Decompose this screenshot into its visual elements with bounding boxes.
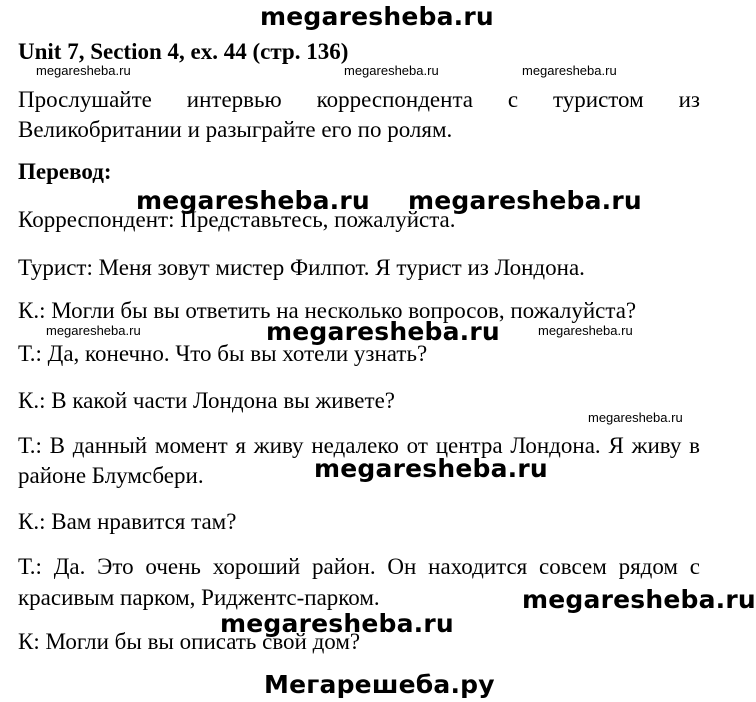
watermark-top: megaresheba.ru — [260, 2, 494, 31]
task-line-2: Великобритании и разыграйте его по ролям. — [18, 117, 453, 142]
exercise-heading: Unit 7, Section 4, ex. 44 (стр. 136) — [18, 39, 349, 64]
watermark-big: megaresheba.ru — [266, 317, 500, 346]
watermark-small: megaresheba.ru — [588, 410, 683, 425]
dialogue-line: К.: Вам нравится там? — [18, 509, 237, 534]
dialogue-line: К.: Могли бы вы ответить на несколько вопросов, пожалуйста? — [18, 298, 637, 323]
dialogue-line: Корреспондент: Представьтесь, пожалуйста. — [18, 207, 456, 232]
watermark-small: megaresheba.ru — [46, 323, 141, 338]
dialogue-line: районе Блумсбери. — [18, 463, 204, 488]
watermark-big: megaresheba.ru — [220, 609, 454, 638]
watermark-small: megaresheba.ru — [522, 63, 617, 78]
dialogue-line: К.: В какой части Лондона вы живете? — [18, 388, 395, 413]
watermark-small: megaresheba.ru — [538, 323, 633, 338]
watermark-big: megaresheba.ru — [522, 585, 756, 614]
dialogue-line: К: Могли бы вы описать свой дом? — [18, 629, 361, 654]
dialogue-line: Т.: Да. Это очень хороший район. Он находится совсем рядом с — [18, 554, 700, 579]
task-line-1: Прослушайте интервью корреспондента с туристом из — [18, 87, 700, 112]
dialogue-line: Т.: В данный момент я живу недалеко от центра Лондона. Я живу в — [18, 433, 700, 458]
watermark-small: megaresheba.ru — [36, 63, 131, 78]
watermark-small: megaresheba.ru — [344, 63, 439, 78]
translation-label: Перевод: — [18, 159, 112, 184]
footer-watermark: Мегарешеба.ру — [264, 670, 495, 699]
watermark-big: megaresheba.ru — [408, 186, 642, 215]
dialogue-line: Т.: Да, конечно. Что бы вы хотели узнать? — [18, 341, 428, 366]
dialogue-line: красивым парком, Риджентс-парком. — [18, 585, 380, 610]
dialogue-line: Турист: Меня зовут мистер Филпот. Я турист из Лондона. — [18, 255, 585, 280]
watermark-big: megaresheba.ru — [314, 454, 548, 483]
watermark-big: megaresheba.ru — [136, 186, 370, 215]
